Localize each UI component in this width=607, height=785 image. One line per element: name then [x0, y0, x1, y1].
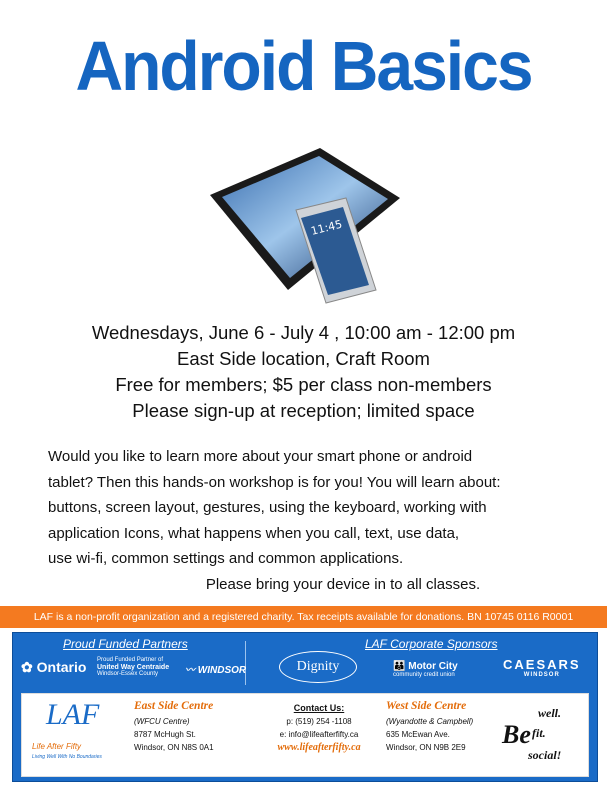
contact-phone: p: (519) 254 -1108 — [286, 717, 352, 726]
event-schedule: Wednesdays, June 6 - July 4 , 10:00 am - 12:00 pm — [91, 322, 516, 343]
dignity-logo: Dignity — [279, 651, 357, 683]
event-details — [0, 320, 607, 424]
uw-region: Windsor-Essex County — [97, 671, 159, 677]
description-line: buttons, screen layout, gestures, using the keyboard, working with — [48, 499, 487, 516]
ontario-logo — [21, 659, 86, 676]
event-location: East Side location, Craft Room — [177, 348, 430, 369]
corporate-sponsors-heading: LAF Corporate Sponsors — [365, 637, 498, 651]
charity-notice-bar: LAF is a non-profit organization and a registered charity. Tax receipts available for donations. BN 10745 0116 R0001 — [0, 606, 607, 628]
trillium-icon: ✿ — [21, 659, 37, 675]
contact-us — [254, 702, 384, 754]
phone-clock: 11:45 — [309, 217, 344, 238]
windsor-wave-icon: 〰 — [185, 665, 198, 676]
motor-city-label: Motor City — [408, 661, 458, 672]
contact-heading: Contact Us: — [293, 703, 345, 713]
caesars-sub: WINDSOR — [523, 672, 560, 678]
slogan-fit: fit. — [532, 726, 546, 740]
motor-city-logo — [393, 661, 458, 678]
motor-city-sub: community credit union — [393, 672, 455, 678]
windsor-label: WINDSOR — [197, 665, 247, 676]
uw-name: United Way Centraide — [97, 664, 170, 671]
slogan-well: well. — [538, 706, 561, 720]
description-line: use wi-fi, common settings and common applications. — [48, 550, 404, 567]
funded-partners-heading: Proud Funded Partners — [63, 637, 188, 651]
east-city: Windsor, ON N8S 0A1 — [134, 743, 214, 752]
caesars-logo — [503, 657, 581, 678]
bring-device-note: Please bring your device in to all classes. — [205, 575, 481, 593]
uw-prefix: Proud Funded Partner of — [97, 657, 164, 663]
east-venue: (WFCU Centre) — [134, 717, 190, 726]
laf-subtagline: Living Well With No Boundaries — [32, 754, 102, 760]
windsor-logo — [185, 661, 246, 676]
east-side-centre — [134, 700, 254, 754]
west-heading: West Side Centre — [386, 700, 467, 712]
workshop-description — [48, 444, 578, 597]
people-icon: 👪 — [393, 661, 409, 672]
east-heading: East Side Centre — [134, 700, 214, 712]
slogan-be: Be — [502, 720, 531, 749]
laf-mark: LAF — [46, 698, 100, 731]
united-way-logo — [97, 657, 169, 678]
laf-logo — [32, 698, 124, 772]
description-line: application Icons, what happens when you call, text, use data, — [48, 524, 460, 542]
west-street: 635 McEwan Ave. — [386, 730, 450, 739]
event-pricing: Free for members; $5 per class non-members — [115, 374, 492, 395]
west-venue: (Wyandotte & Campbell) — [386, 717, 474, 726]
west-side-centre — [386, 700, 496, 754]
east-street: 8787 McHugh St. — [134, 730, 196, 739]
flyer-title: Android Basics — [75, 27, 532, 105]
event-signup: Please sign-up at reception; limited space — [132, 400, 475, 421]
laf-tagline: Life After Fifty — [32, 742, 82, 751]
west-city: Windsor, ON N9B 2E9 — [386, 743, 466, 752]
description-line: Would you like to learn more about your smart phone or android — [48, 448, 473, 465]
contact-email[interactable]: e: info@lifeafterfifty.ca — [279, 730, 359, 739]
partners-footer — [12, 632, 598, 782]
description-line: tablet? Then this hands-on workshop is for you! You will learn about: — [48, 473, 501, 491]
contact-website[interactable]: www.lifeafterfifty.ca — [277, 742, 361, 753]
slogan-social: social! — [528, 748, 562, 762]
ontario-label: Ontario — [36, 659, 87, 675]
tablet-and-phone-image — [200, 140, 410, 315]
contact-panel — [21, 693, 589, 777]
caesars-label: CAESARS — [503, 657, 581, 672]
be-well-fit-social-slogan — [498, 700, 584, 772]
